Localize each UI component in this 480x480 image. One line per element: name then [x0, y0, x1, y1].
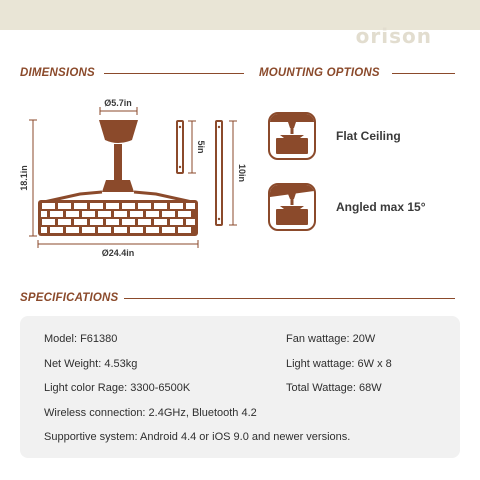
canopy-diameter-label: Ø5.7in	[104, 98, 132, 108]
canopy-shape	[99, 120, 138, 143]
rod-long-shape	[216, 121, 222, 225]
rod-short-label: 5in	[196, 140, 206, 154]
spec-model: Model: F61380	[44, 333, 118, 345]
rod-long-label: 10in	[237, 163, 247, 183]
mounting-rule	[392, 73, 455, 74]
motor-housing	[102, 180, 134, 192]
spec-supportive-system: Supportive system: Android 4.4 or iOS 9.0 and newer versions.	[44, 431, 351, 443]
spec-total-wattage: Total Wattage: 68W	[286, 382, 382, 394]
spec-net-weight: Net Weight: 4.53kg	[44, 358, 138, 370]
brand-logo: orison	[355, 24, 432, 48]
flat-ceiling-icon	[268, 112, 316, 160]
spec-light-color: Light color Rage: 3300-6500K	[44, 382, 191, 394]
height-label: 18.1in	[19, 165, 29, 191]
angled-ceiling-icon	[268, 183, 316, 231]
dimensions-heading: DIMENSIONS	[20, 67, 95, 79]
mounting-heading: MOUNTING OPTIONS	[259, 67, 380, 79]
specifications-heading: SPECIFICATIONS	[20, 292, 119, 304]
spec-light-wattage: Light wattage: 6W x 8	[286, 358, 392, 370]
mount-option-angled-label: Angled max 15°	[336, 200, 426, 214]
spec-wireless: Wireless connection: 2.4GHz, Bluetooth 4.2	[44, 407, 257, 419]
specifications-rule	[124, 298, 455, 299]
rod-short-shape	[177, 121, 183, 173]
spec-fan-wattage: Fan wattage: 20W	[286, 333, 376, 345]
downrod-shape	[114, 144, 122, 180]
mount-option-flat-label: Flat Ceiling	[336, 129, 401, 143]
width-label: Ø24.4in	[101, 248, 135, 258]
